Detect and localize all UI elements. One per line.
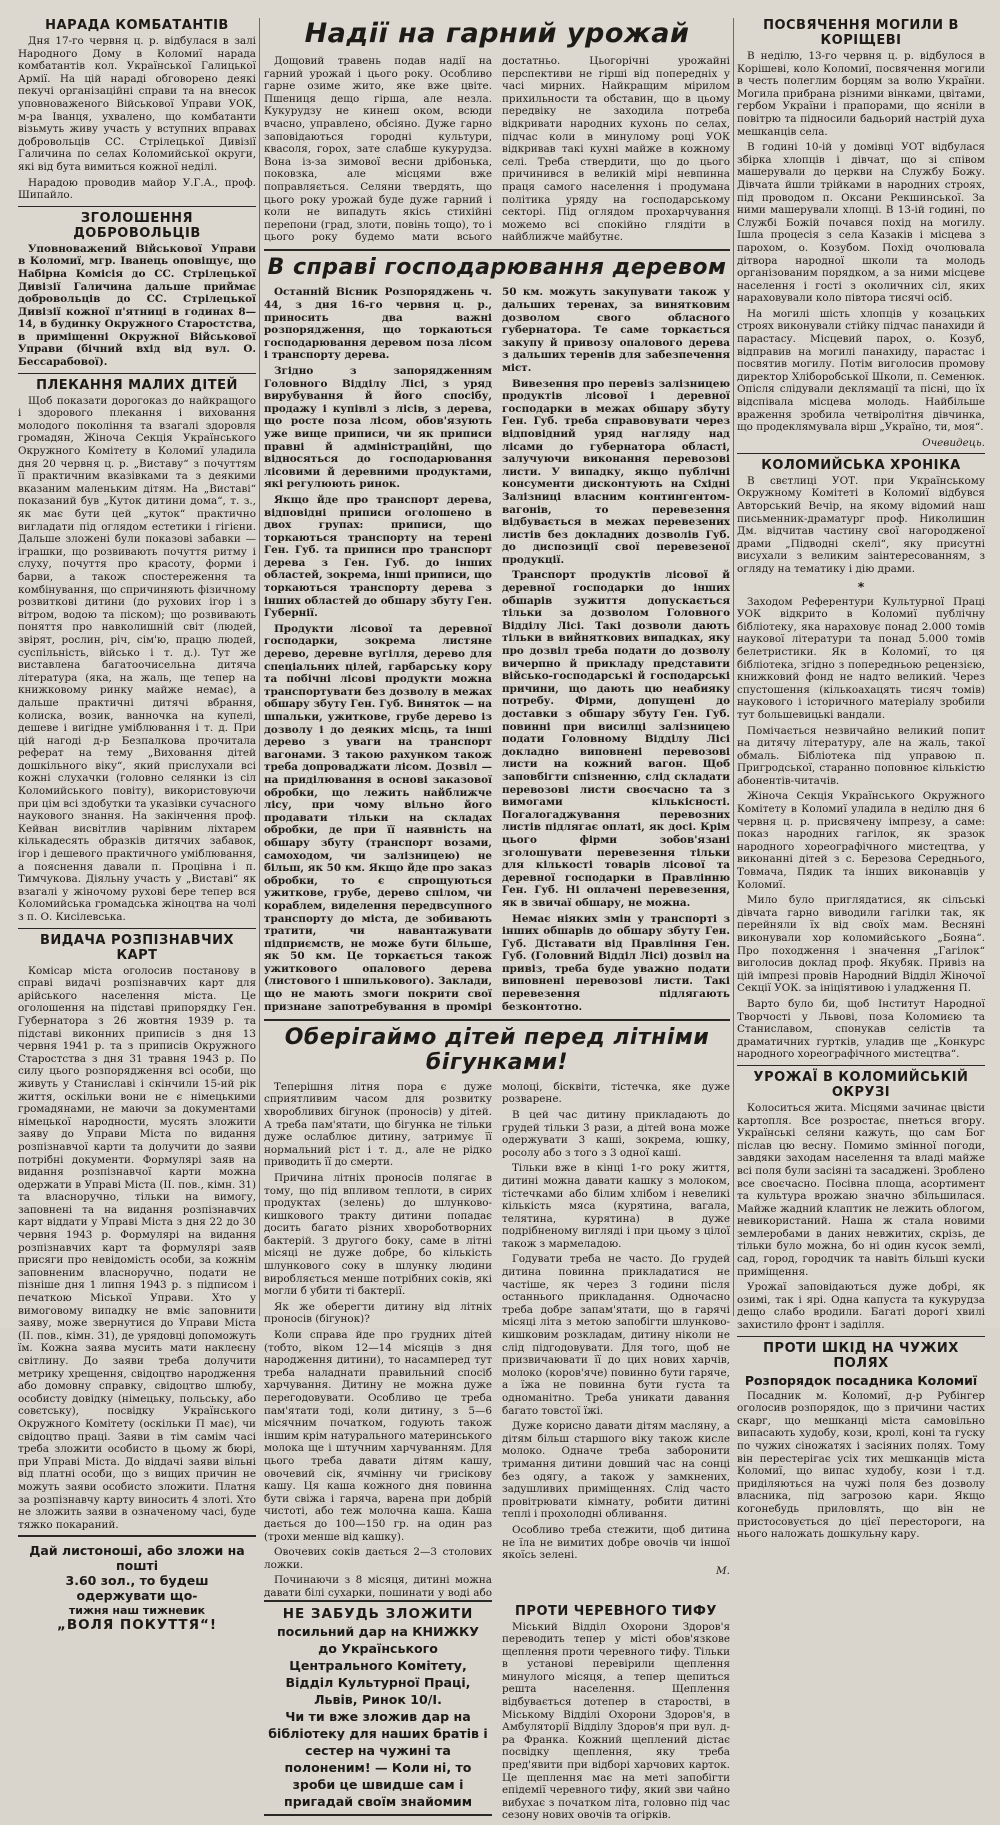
headline-urozhai: УРОЖАЇ В КОЛОМИЙСЬКІЙ ОКРУЗІ (737, 1070, 985, 1100)
subheadline-rozporiadok: Розпорядок посадника Коломиї (737, 1373, 985, 1388)
article-text: Комісар міста оголосив постанову в справі видачі розпізнавчих карт для арійського населення міста. Це оголошення на підставі припорядку Ген. Губернатора з 26 жовтня 1939 р. та підставі виконних приписів з дня 13 червня 1941 р. та з приписів Окружного Старостства з дня 31 травня 1943 р. По силу цього розпорядження всі особи, що живуть у Станиславі і скінчили 15-ий рік життя, оскільки вони не є німецькими громадянами, не маючи за документами німецької народности, мусять зложити заяву до Управи Міста по видання розпізнавчої карти та долучити до заяви потрібні документи. Формулярі заяв на видання розпізнавчої карти можна одержати в Управі Міста (ІІ. пов., кімн. 31) та власноручно, тільки на вимогу, заповнені та на видання розпізнавчих карт віддати у Управі Міста з дня 22 до 30 червня 1943 р. Формулярі на видання розпізнавчих карт та формулярі заяв присяги про невідомість особи, за кожнім заповненим власноручно, подати не пізніше дня 1 липня 1943 р. з підписом і печаткою Міської Управи. Хто у вимоговому випадку не вміє заповнити заяву, може звернутися до Управи Міста (II. пов., кімн. 31), де урядовці допоможуть їм. Кожна заява мусить мати наклеєну світлину. До заяви треба долучити метрику хрещення, свідоцтво народження або домовну справку, свідоцтво шлюбу, особисту довідку (німецьку, польську, або совєтську), посвідку Українського Окружного Комітету (оскільки П має), чи свідоцтво праці. Заяви в тім самім часі треба зложити особисто в цьому ж бюрі, при Управі Міста. До віддачі заяви вільні від платні особи, що з вищих причин не можуть заяви особисто зложити. Платня за розпізнавчу карту виносить 4 злоті. Хто не зложить заяви в означеному часі, буде тяжко покараний. (18, 965, 256, 1532)
headline-ditei: Оберігаймо дітей перед літніми бігунками! (264, 1025, 730, 1075)
divider (264, 249, 730, 251)
article-text: Колоситься жита. Місцями зачинає цвісти картопля. Все розростає, пнеться вгору. Українські селяни кажуть, що сам Бог післав цю весну. Помимо змінної погоди, завдяки заходам населення та владі майже всі поля були засіяні та засаджені. Зроблено все своєчасно. Посівна площа, асортимент та культура врожаю значно збільшилася. Майже жадний клаптик не лежить облогом, невикористаний. Наша ж стала новими землеробами в даних невжитих, скрізь, де тільки було можна, бо ні один кусок землі, сад, город, городчик та навіть більші куски приміщення. (737, 1102, 985, 1278)
article-text: Продукти лісової та деревної господарки, зокрема листяне дерево, деревне вугілля, дерево для спеціальних цілей, гарбарську кору та побічні лісові продукти можна транспортувати без дозволу в межах обшару збуту Ген. Губ. Виняток — на шпальки, ужиткове, грубе дерево із дозволу і до деяких місць, та інші дерево з уваги на транспорт вагонами. З такою рахунком також треба допроваджати лісом. Дозвіл — на приділювання в основі заказової обробки, що лежить найближче лісу, при чому вільно його продавати тільки на складах обробки, де при її наявність на обшару збуту (транспорт возами, самоходом, чи залізницею) не більш, як 50 км. Якщо йде про заказ обробки, то є спрощуються ужиткове, грубе, дерево спілом, чи кораблем, виделення передвсупного транспорту до міста, де зобивають тратити, чи навантажувати підприємств, не може бути більше, як 50 км. Це торкається також ужиткового опалового дерева (листового і шпилькового). Заклади, що не мають змоги покрити свої признане запотребування в промірі 50 км. можуть закупувати також у дальших теренах, за винятковим дозволом свого обласного губернатора. Те саме торкається закупу й привозу опалового дерева з дальших теренів для забезпечення міст. (264, 286, 730, 1014)
donation-box-title: НЕ ЗАБУДЬ ЗЛОЖИТИ (266, 1606, 490, 1623)
typhus-article (502, 1600, 730, 1825)
article-text: Варто було би, щоб Інститут Народної Творчості у Львові, поза Коломиєю та Станиславом, спонукав селістів та драматичних гуртків, уладив ще „Конкурс народного хореографічного мистецтва“. (737, 998, 985, 1061)
article-text: Транспорт продуктів лісової й деревної господарки до інших обшарів зужиття допускається тільки за дозволом Головного Відділу Лісі. Такі дозволи дають тільки в вийняткових випадках, яку про дозвіл треба подати до дозволу вичерпно й прикладу представити військо-господарські й господарські причини, що дають цю неабияку потребу. Фірми, допущені до доставки з обшару збуту Ген. Губ. повинні при висилці залізницею подати Головному Відділу Лісі докладно виповнені перевозові листи на кожний вагон. Щоб заповбігти спізненню, слід складати перевозові листи своєчасно та з вимогами кількісності. Погалогаджування перевозних листів підлягає оплаті, як досі. Крім цього фірми зобов'язані зголошувати перевезення тільки для кількості товарів лісової та деревної господарки в Правлінню Ген. Губ. Ні оплачені перевезення, як в звичаї обшару, не можна. (502, 569, 730, 909)
article-text: Дуже корисно давати дітям масляну, а дітям більш старшого віку також кисле молоко. Одначе треба заборонити тримання дитини довший час на сонці без одягу, а також у замкнених, задушливих приміщеннях. Слід часто провітрювати кімнату, робити дитині теплі і прохолодні обливання. (502, 1420, 730, 1521)
article-text: Згідно з запорядженням Головного Відділу Лісі, з уряд вирубування й його спосібу, продажу і купівлі з лісів, з дерева, що росте поза лісом, обов'язують уже вище приписи, чи як приписи правні й адміністраційні, що відносяться до господарювання лісовими й деревними продуктами, які регулюють ринок. (264, 365, 492, 491)
donation-box-text: Чи ти вже зложив дар на бібліотеку для наших братів і сестер на чужині та полоненим! — Коли ні, то зроби це швидше сам і пригадай своїм знайомим (266, 1708, 490, 1810)
headline-narada: НАРАДА КОМБАТАНТІВ (18, 18, 256, 33)
headline-zgoloshennia: ЗГОЛОШЕННЯ ДОБРОВОЛЬЦІВ (18, 211, 256, 241)
article-text: На могилі шість хлопців у козацьких строях виконували стійку підчас панахиди й парастасу. Місцевий парох, о. Козуб, відправив на могилі панахиду, парастас і посвятив могилу. Потім виголосив промову директор Хліборобської Школи, п. Семенюк. Опісля слідували деклямації та пісні, що їх відспівала місцева молодь. Найбільше враження зробила четвіролітня дівчинка, що продеклямувала вірш „Україно, ти, моя“. (737, 308, 985, 434)
article-text: Уповноважений Військової Управи в Коломиї, мгр. Іванець оповіщує, що Набірна Комісія до СС. Стрілецької Дивізії Галичина дальше приймає добровольців до СС. Стрілецької Дивізії кожної п'ятниці в годинах 8—14, в будинку Окружного Старостства, в приміщенні Окружної Військової Управи (бічний вхід від вул. О. Бессарабової). (18, 243, 256, 369)
article-signature: Очевидець. (737, 437, 985, 449)
ad-line: Дай листоноші, або зложи на пошті (26, 1543, 248, 1573)
article-text: Нарадою проводив майор У.Г.А., проф. Шипайло. (18, 177, 256, 202)
article-signature: М. (502, 1565, 730, 1577)
article-text: Коли справа йде про грудних дітей (тобто, віком 12—14 місяців з дня народження дитини), то насамперед тут треба наладнати правильний спосіб харчування. Дитину не можна дуже перегодовувати. Особливо це треба пам'ятати тоді, коли дитину, з 5—6 місячним початком, годують також іншим крім натурального материнського молока ще і штучним харчуванням. Для цього треба давати дітям кашу, овочевий сік, ячмінну чи грисікову кашу. Ця каша кожного дня повинна бути свіжа і гаряча, варена при добрій чистоті, або теж молочна каша. Каша дається до 100—150 гр. на один раз (трохи менше від кашку). (264, 1329, 492, 1543)
ad-line: 3.60 зол., то будеш одержувати що- (26, 1573, 248, 1603)
article-body-harvest (264, 55, 730, 245)
article-text: Тільки вже в кінці 1-го року життя, дитині можна давати кашку з молоком, тістечками або білим хлібом і невеликі кількість мяса (курятина, вагала, телятина, курятина) в дуже подрібненому вигляді і при цьому з цілої також з мармеладою. (502, 1162, 730, 1250)
article-body-children (264, 1081, 730, 1600)
headline-tyf: ПРОТИ ЧЕРЕВНОГО ТИФУ (502, 1604, 730, 1619)
article-text: Годувати треба не часто. До грудей дитина повинна прикладатися не частіше, як через 3 години після останнього прикладання. Одночасно треба добре запам'ятати, що в гарячі місяці літа з метою запобігти шлунково-кишковим розкладам, дитину ніколи не слід підгодовувати. Для того, щоб не призвичаювати її до цих нових харчів, молоко (коров'яче) повинно бути гаряче, а їжа не повинна бути густа та одноманітно. Треба уникати давання багато товстої їжі. (502, 1253, 730, 1417)
donation-box-frame (264, 1600, 492, 1816)
article-text: Щоб показати дорогоказ до найкращого і здорового плекання і виховання молодого покоління та взагалі здоровля громадян, Жіноча Секція Українського Окружного Комітету в Коломиї уладила дня 20 червня ц. р. „Виставу“ з почуттям її практичним вказівками та з деякими вказаним маленьким дітям. На „Виставі“ показаний був „Куток дитини дома“, т. з., як має бути цей „куток“ практично вигладати під оглядом естетики і гігієни. Дальше зложені були показові забавки — іграшки, що розвивають почуття ритму і слуху, почуття про красоту, форми і барви, а також спостереження та комбінування, що спричиняють фізичному розвиткові дитини (до рухових ігор і з вітром, водою та піском); що розвивають поняття про навколишній світ (людей, звірят, рослин, річ, сім'ю, працю людей, суспільність, військо і т. д.). Тут же виставлена багатоочисельна дитяча література (яка, на жаль, ще тепер на книжковому ринку майже немає), а дальше практичні дитячі вбрання, колиска, возик, ванночка на купелі, дешеве і вигідне уміблювання і т. д. При цій нагоді д-р Безпалкова прочитала реферат на тему „Виховання дітей дошкільного віку“, який прислухали всі кожні слухачки (головно селянки із сіл Коломийського повіту), використовуючи при цім всі здобутки та указівки сучасного наукового знання. На закінчення проф. Кейван висвітлив чарівним ліхтарем кількадесять образків дитячих забавок, ігор і дешевого практичного уміблювання, а пояснення давали п. Процівна і п. Тимчукова. Діяльну участь у „Виставі“ як взагалі у жіночому рухові бере тепер вся Коломийська громадська жіноцтва на чолі з п. О. Кисілевська. (18, 395, 256, 924)
bottom-row (264, 1600, 730, 1825)
article-text: Помічається незвичайно великий попит на дитячу літературу, але на жаль, такої обмаль. Бібліотека під управою п. Пригродської, старанно поповнює кількістю абонентів-читачів. (737, 725, 985, 788)
article-text: Вивезення про перевіз залізницею продуктів лісової і деревної господарки в межах обшару збуту Ген. Губ. треба справовувати через відповідний уряд нагляду над лісами до губернатора області, залучуючи виконання перевозові листи. У випадку, якщо публічні консументи дисконтують на Східні Залізниці власним контингентом-вагонів, то перевезення відбувається в межах перевезених листів без докладних дозволів Губ. до диспозиції свої перевезеної продукції. (502, 378, 730, 567)
divider (18, 206, 256, 207)
article-text: Дня 17-го червня ц. р. відбулася в залі Народного Дому в Коломиї нарада комбатантів кол. Української Галицької Армії. На цій нараді обговорено деякі пекучі організаційні справи та на внесок уповноваженого Військової Управи УОК, м-ра Іванця, ухвалено, що комбатанти візьмуть живу участь у вступних вправах добровольців СС. Стрілецької Дивізії Галичина по селах Коломийської округи, які від бута вимиться кожної неділі. (18, 35, 256, 174)
divider (264, 1019, 730, 1021)
left-column (18, 14, 256, 1314)
headline-plekannia: ПЛЕКАННЯ МАЛИХ ДІТЕЙ (18, 378, 256, 393)
ad-newspaper-title: „ВОЛЯ ПОКУТТЯ“! (26, 1618, 248, 1633)
divider (737, 1336, 985, 1337)
article-text: В годині 10-ій у домівці УОТ відбулася збірка хлопців і дівчат, що зі співом машерували до церкви на Службу Божу. Дівчата йшли трійками в народних строях, під проводом п. Оксани Рекшинської. За ними машерували хлопці. В 13-ій годині, по Службі Божій почався похід на могилу. Ішла процесія з села Казаків і місцева з парохом, о. Козубом. Похід очолювала дітвора народної школи та молодь організованим порядком, а за ними місцеве населення і гості з околичних сіл, яких нараховували коло півтора тисячі осіб. (737, 141, 985, 305)
article-text: Починаючи з 8 місяця, дитині можна давати білі сухарки, пошинати у воді або молоці, бісквіти, тістечка, яке дуже розварене. (264, 1081, 730, 1600)
article-text: Особливо треба стежити, щоб дитина не їла не вимитих добре овочів чи іншої якоїсь зелені. (502, 1524, 730, 1562)
article-text: Жіноча Секція Українського Окружного Комітету в Коломиї уладила в неділю дня 6 червня ц. р. присвячену імпрезу, а саме: показ народних гагілок, як зразок народного хореографічного мистецтва, у виконанні дітей з с. Березова Середнього, Товмача, Пядик та інших виконавців у Коломиї. (737, 790, 985, 891)
article-text: Немає ніяких змін у транспорті з інших обшарів до обшару збуту Ген. Губ. Діставати від Правління Ген. Губ. (Головний Відділ Лісі) дозвіл на привіз, треба буде уважно подати виповнені перевозові листи. Такі перевезення підлягають безконтотно. (502, 913, 730, 1014)
article-text: В свєтлиці УОТ. при Українському Окружному Комітеті в Коломиї відбувся Авторський Вечір, на якому відомий наш письменник-драматург проф. Николишин Дм. відчитав частину свої нагородженої драми „Підводні скелі“, яку присутні висухали з великим заінтересованням, з огляду на тематику і дію драми. (737, 475, 985, 576)
divider (18, 928, 256, 929)
headline-nadii: Надії на гарний урожай (264, 18, 730, 49)
divider (18, 1535, 256, 1537)
article-text: Останній Вісник Розпоряджень ч. 44, з дня 16-го червня ц. р., приносить два важні розпорядження, що торкаються господарювання деревом поза лісом і транспорту дерева. (264, 286, 492, 362)
right-column (737, 14, 985, 1314)
article-body-timber (264, 286, 730, 1014)
ad-line: тижня наш тижневик (26, 1603, 248, 1618)
article-text: Заходом Референтури Культурної Праці УОК відкрито в Коломиї публічну бібліотеку, яка нараховує понад 2.000 томів наукової літератури та понад 5.000 томів белетристики. Як в Коломиї, то ця бібліотека, згідно з попередньою рецензією, книжковий фонд не надто великий. Через спустошення (кількоахацять тисяч томів) наукового і історичного матеріалу зробили тут большевицькі вандали. (737, 596, 985, 722)
article-text: Теперішня літня пора є дуже сприятливим часом для розвитку хворобливих бігунок (проносів) у дітей. А треба пам'ятати, що бігунка не тільки дуже ослаблює дитину, затримує її нормальний ріст і т. д., але не рідко приводить її до смерти. (264, 1081, 492, 1169)
article-text: Як же оберегти дитину від літніх проносів (бігунок)? (264, 1301, 492, 1326)
article-text: В цей час дитину прикладають до грудей тільки 3 рази, а дітей вона може одержувати 3 каші, зокрема, юшку, росолу або з того з 3 одної каші. (502, 1109, 730, 1159)
article-text: В неділю, 13-го червня ц. р. відбулося в Корішеві, коло Коломиї, посвячення могили в честь полеглим борцям за волю України. Могила прибрана різними вінками, цвітами, гербом України і прапорами, що ясніли в повітрю та підносили бадьорий настрій духа мешканців села. (737, 50, 985, 138)
subscription-ad (18, 1541, 256, 1635)
article-text: Якщо йде про транспорт дерева, відповідні приписи оголошено в двох групах: приписи, що торкаються транспорту на терені Ген. Губ. та приписи про транспорт дерева з Ген. Губ. до інших областей, зокрема, інші приписи, що торкаються транспорту дерева з інших областей до обшару збуту Ген. Губернії. (264, 494, 492, 620)
divider (737, 453, 985, 454)
headline-shkody: ПРОТИ ШКІД НА ЧУЖИХ ПОЛЯХ (737, 1341, 985, 1371)
article-text: Міський Відділ Охорони Здоров'я переводить тепер у місті обов'язкове щеплення проти черевного тифу. Тільки в установі перевірили щеплення минулого місяця, а тепер щепиться решта населення. Щеплення відбувається дотепер в старостві, в Міському Відділі Охорони Здоров'я, в Амбуляторії Відділу Здоров'я при вул. д-ра Франка. Кожний щеплений дістає посвідку щеплення, яку треба пред'явити при відборі харчових карток. Це щеплення має на меті запобігти епідемії черевного тифу, який зви чайно вибухає з початком літа, головно під час сезону нових овочів та огірків. (502, 1621, 730, 1823)
column-divider (733, 18, 734, 1316)
section-separator-star: * (737, 579, 985, 594)
book-donation-box (264, 1600, 492, 1825)
donation-box-text: посильний дар на КНИЖКУ до Українського Центрального Комітету, Відділ Культурної Праці, Львів, Ринок 10/І. (266, 1623, 490, 1708)
headline-posviachennia: ПОСВЯЧЕННЯ МОГИЛИ В КОРІЩЕВІ (737, 18, 985, 48)
divider (737, 1065, 985, 1066)
article-text: Урожаї заповідаються дуже добрі, як озимі, так і ярі. Одна капуста та кукурудза дещо слабо вродили. Багаті дорогі хвилі захистило фронт і заділля. (737, 1281, 985, 1331)
article-text: Причина літніх проносів полягає в тому, що під впливом теплоти, в сирих продуктах (зелень) до шлунково-кишкового тракту дитини попадає досить багато різних хвороботворних бактерій. З другого боку, саме в літні місяці не дуже добре, бо кількість шлункового соку в шлунку людини виробляється менше потрібних соків, які могли б убити ті бактерії. (264, 1172, 492, 1298)
article-text: Посадник м. Коломиї, д-р Рубінгер оголосив розпорядок, що з причини частих скарг, що мешканці міста самовільно випасають худобу, кози, кролі, коні та гуску по чужих сіножатях і засіяних полях. Тому він перестерігає усіх тих мешканців міста Коломиї, що випас худобу, кози і т.д. приділяються на чужі поля без дозволу власника, під загрозою кари. Якщо когонебудь приловлять, що він не пристосовується до цієї перестороги, на нього наложать дошкульну кару. (737, 1390, 985, 1541)
article-text: Овочевих соків дається 2—3 столових ложки. (264, 1546, 492, 1571)
headline-derevo: В справі господарювання деревом (264, 255, 730, 280)
center-column (264, 14, 730, 1314)
headline-vydacha: ВИДАЧА РОЗПІЗНАВЧИХ КАРТ (18, 933, 256, 963)
article-text: Дощовий травень подав надії на гарний урожай і цього року. Особливо гарне озиме жито, яке вже цвіте. Пшениця дещо гірша, але незла. Кукурудзу не кинеш оком, всюди вчасно, управлено, обсіяно. Дуже гарно заповідаються городні культури, квасоля, горох, зате слабше кукурудза. Вона із-за зимової весни дрібонька, поковзка, але місцями вже поправляється. Селяни твердять, що цього року урожай буде дуже гарний і коли не випадуть якісь стихійні перепони (град, злоти, повінь тощо), то і цього року будемо мати всього достатньо. Цьогорічні урожайні перспективи не гірші від попередніх у часі мирних. Найкращим мірилом прихильности та обставин, що в цьому передвіку не заходила потреба відкривати народних кухонь по селах, підчас коли в минулому році УОК відкривав такі кухні майже в кожному селі. Треба ствердити, що до цього причинився в великій мірі невпинна праця самого населення і продумана політика уряду на господарському секторі. Під оглядом прохарчування можемо всі спокійно глядіти в найближче майбутнє. (264, 55, 730, 245)
headline-khronika: КОЛОМИЙСЬКА ХРОНІКА (737, 458, 985, 473)
article-text: Мило було приглядатися, як сільські дівчата гарно виводили гагілки так, як перейняли їх від своїх мам. Весняні виконували хор коломийського „Бояна“. Про походження і значення „Гагілок“ виголосив доклад проф. Якубяк. Привіз на цій імпрезі провів Народний Відділ Жіночої Секції УОК. за ініціятивою і уладження П. (737, 894, 985, 995)
divider (18, 373, 256, 374)
column-divider (259, 18, 260, 1316)
